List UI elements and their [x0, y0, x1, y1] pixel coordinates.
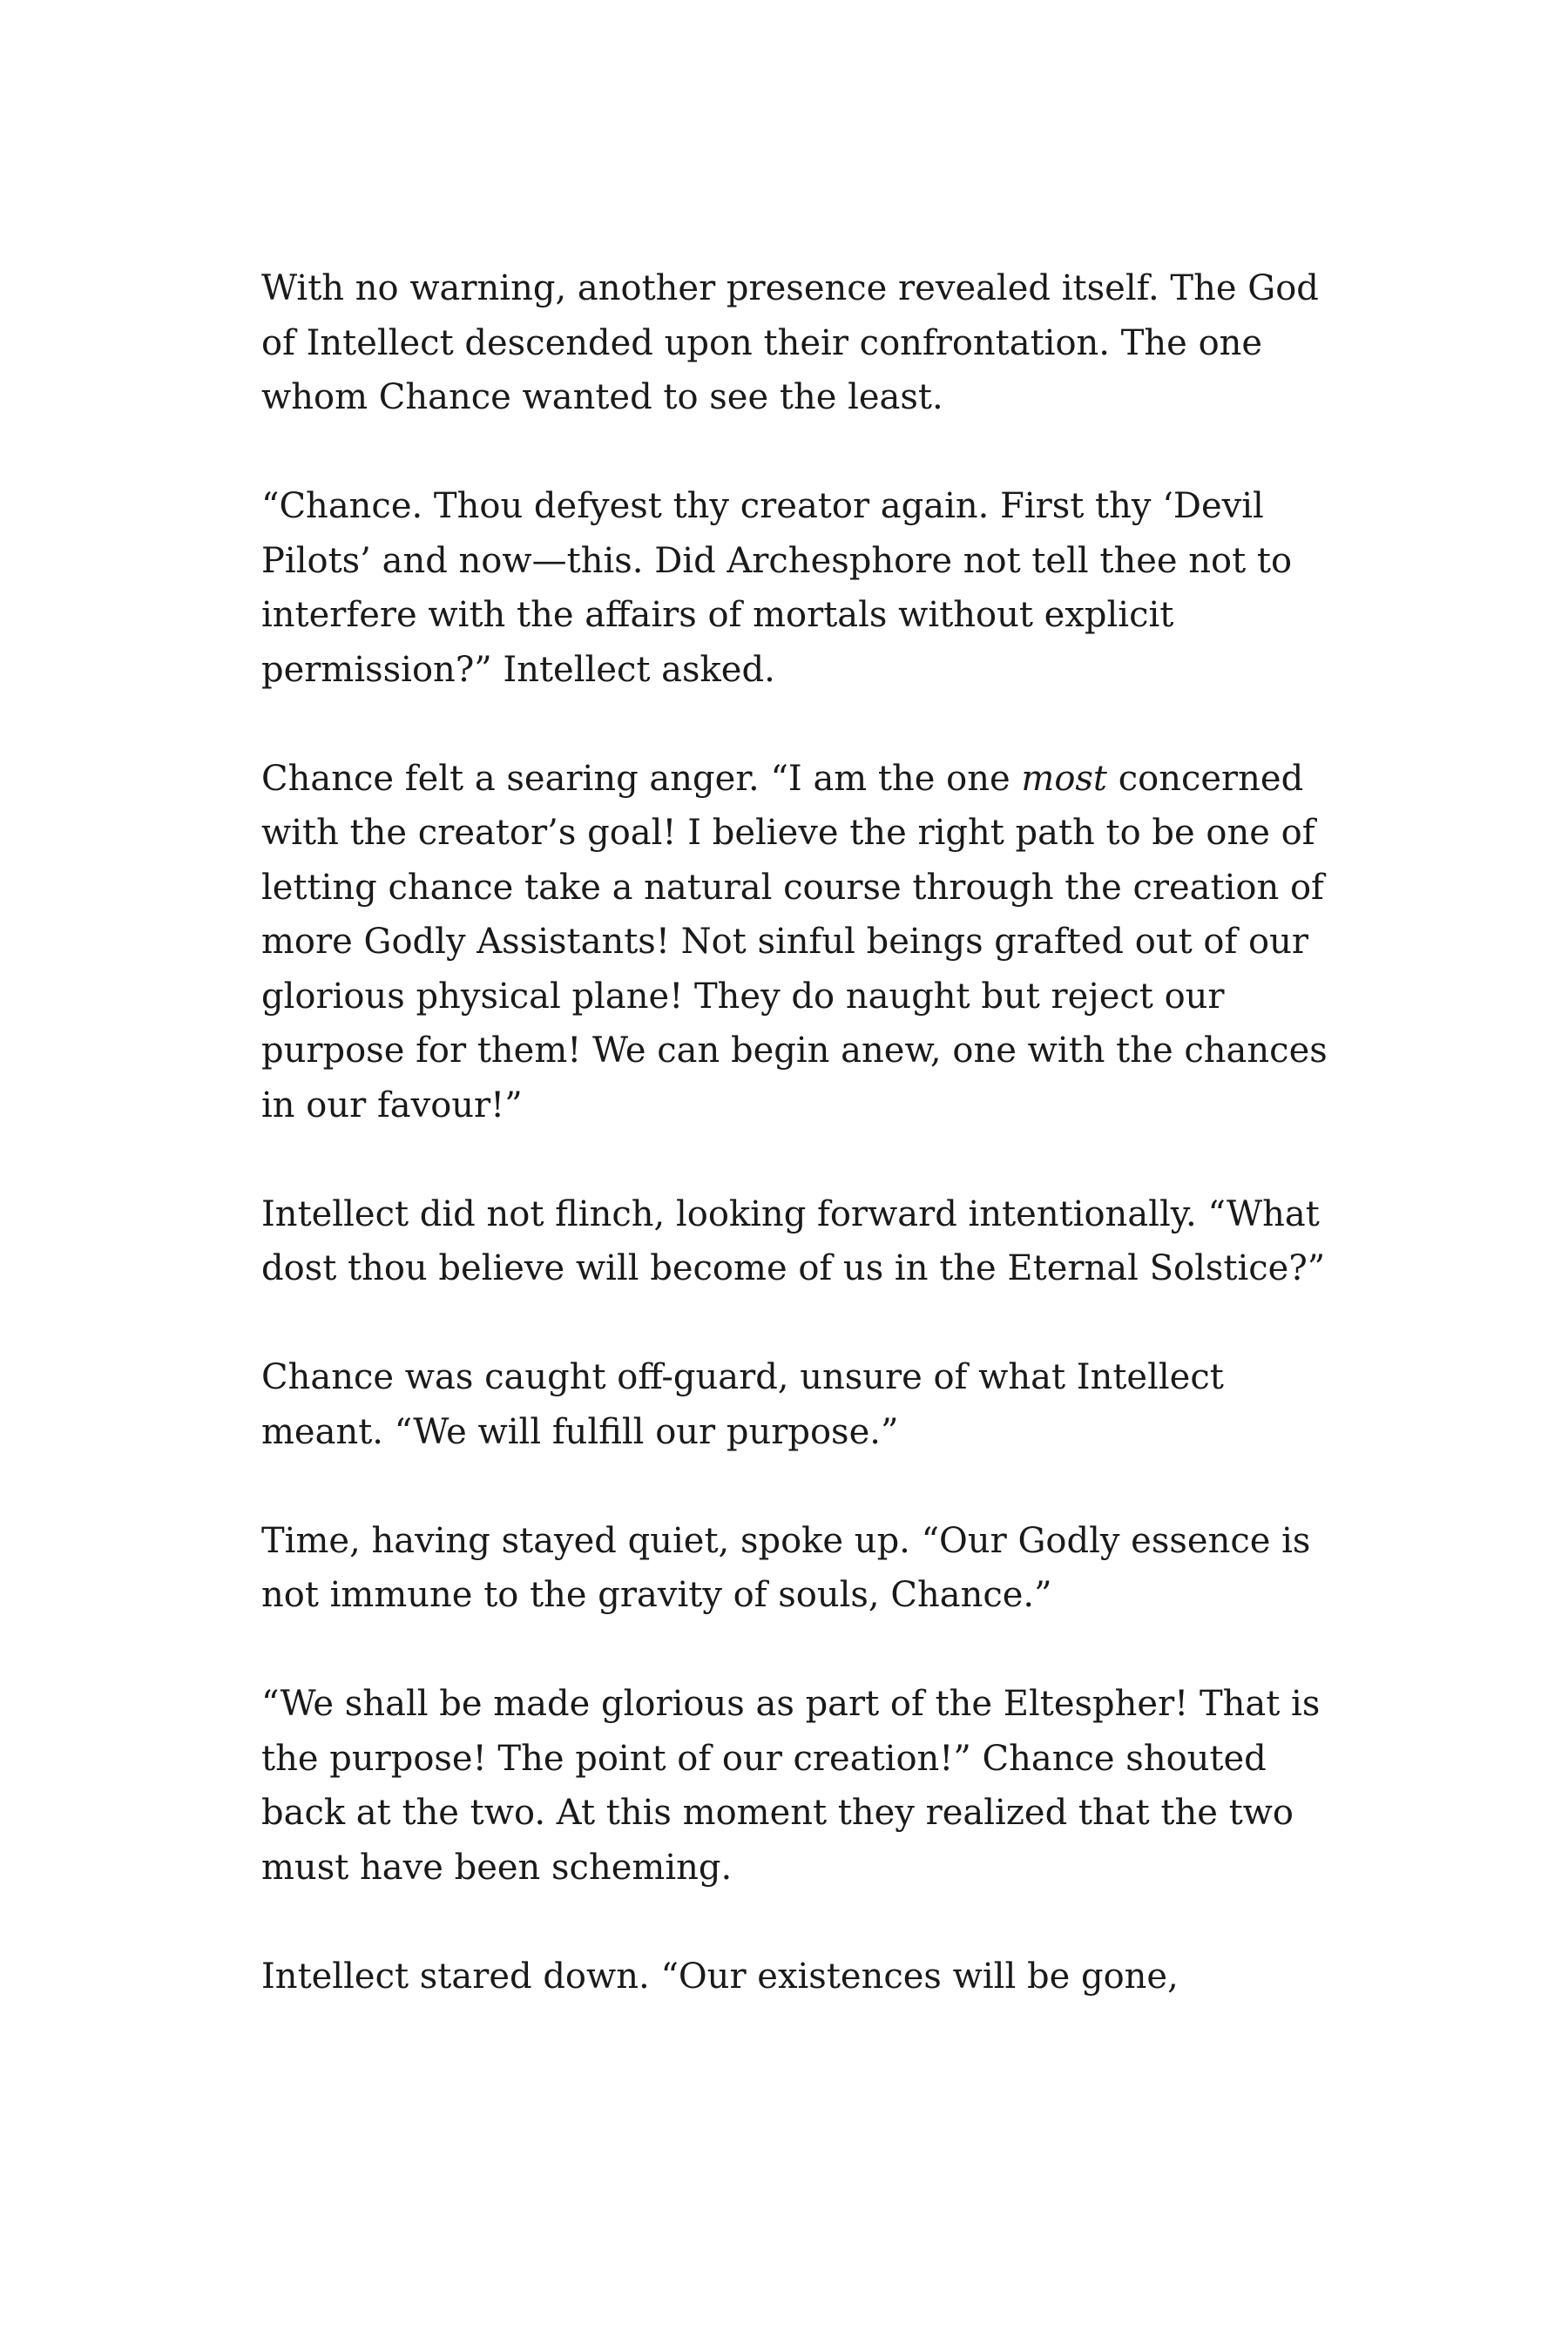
paragraph: [261, 752, 1342, 1133]
emphasized-word: most: [1021, 758, 1108, 799]
paragraph-text: concerned with the creator’s goal! I believe the right path to be one of letting chance take a natural course through the creation of more Godly Assistants! Not sinful beings grafted out of our glorious physical plane! They do naught but reject our purpose for them! We can begin anew, one with the chances in our favour!”: [261, 758, 1328, 1125]
paragraph: “Chance. Thou defyest thy creator again. First thy ‘Devil Pilots’ and now—this. Did Archesphore not tell thee not to interfere with the affairs of mortals without explicit permission?” Intellect asked.: [261, 486, 1293, 690]
body-text: [261, 261, 1342, 2004]
paragraph: “We shall be made glorious as part of the Eltespher! That is the purpose! The point of our creation!” Chance shouted back at the two. At this moment they realized that the two must have been scheming.: [261, 1684, 1321, 1888]
paragraph: Intellect stared down. “Our existences will be gone,: [261, 1956, 1179, 1997]
paragraph: Chance was caught off-guard, unsure of what Intellect meant. “We will fulfill our purpose.”: [261, 1357, 1224, 1452]
paragraph: Intellect did not flinch, looking forward intentionally. “What dost thou believe will become of us in the Eternal Solstice?”: [261, 1193, 1326, 1288]
paragraph: Time, having stayed quiet, spoke up. “Our Godly essence is not immune to the gravity of souls, Chance.”: [261, 1520, 1311, 1615]
paragraph: With no warning, another presence revealed itself. The God of Intellect descended upon their confrontation. The one whom Chance wanted to see the least.: [261, 268, 1319, 417]
paragraph-text: Chance felt a searing anger. “I am the one: [261, 758, 1022, 799]
